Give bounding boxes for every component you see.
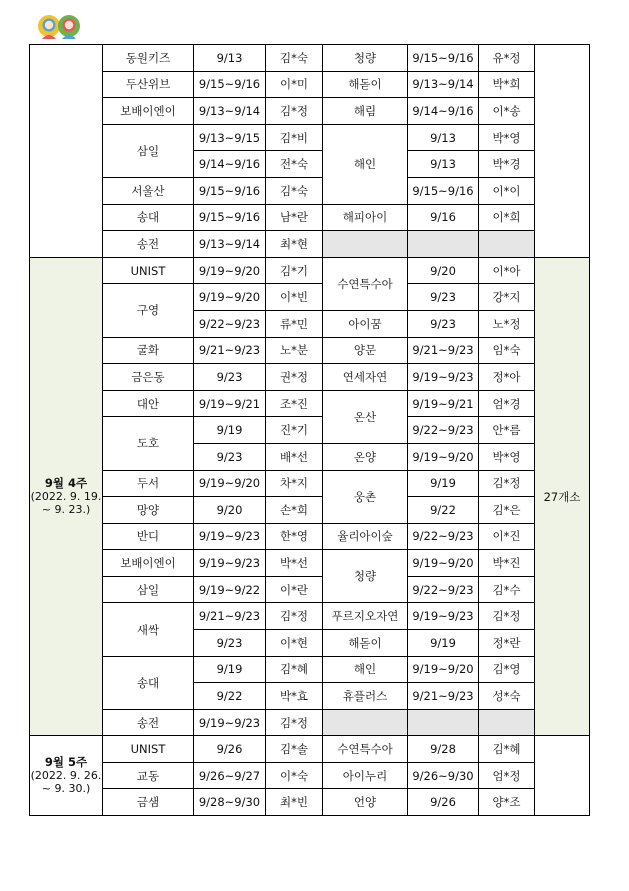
visit-date: 9/15~9/16 xyxy=(408,45,479,72)
visit-date: 9/19 xyxy=(194,417,266,444)
week-range-start: (2022. 9. 19. xyxy=(30,490,102,504)
staff-name: 이*숙 xyxy=(266,762,323,788)
table-row xyxy=(30,124,590,151)
visit-date: 9/19~9/23 xyxy=(194,550,266,577)
center-name: 굴화 xyxy=(103,337,194,364)
visit-date: 9/26 xyxy=(408,789,479,815)
staff-name: 김*숙 xyxy=(266,177,323,204)
visit-date: 9/21~9/23 xyxy=(408,337,479,364)
visit-date: 9/23 xyxy=(194,630,266,657)
staff-name: 이*아 xyxy=(479,257,535,284)
staff-name: 이*진 xyxy=(479,523,535,550)
visit-date: 9/19~9/20 xyxy=(408,550,479,577)
staff-name: 김*정 xyxy=(266,98,323,125)
visit-date: 9/21~9/23 xyxy=(194,337,266,364)
staff-name: 차*지 xyxy=(266,470,323,497)
center-name: 휴플러스 xyxy=(323,683,408,710)
staff-name: 박*진 xyxy=(479,550,535,577)
table-row xyxy=(30,204,590,231)
table-row xyxy=(30,736,590,762)
staff-name: 양*조 xyxy=(479,789,535,815)
staff-name: 권*정 xyxy=(266,364,323,391)
visit-date: 9/13 xyxy=(408,124,479,151)
staff-name: 이*현 xyxy=(266,630,323,657)
staff-name: 이*희 xyxy=(479,204,535,231)
center-name: 해돋이 xyxy=(323,71,408,98)
center-name: 해림 xyxy=(323,98,408,125)
visit-date: 9/13 xyxy=(408,151,479,178)
visit-date: 9/19~9/21 xyxy=(408,390,479,417)
staff-name: 이*이 xyxy=(479,177,535,204)
visit-date: 9/21~9/23 xyxy=(408,683,479,710)
staff-name: 김*수 xyxy=(479,576,535,603)
table-row xyxy=(30,98,590,125)
center-name: 율리아이숲 xyxy=(323,523,408,550)
empty-cell xyxy=(323,709,408,736)
visit-date: 9/23 xyxy=(408,310,479,337)
visit-date: 9/15~9/16 xyxy=(194,71,266,98)
center-name: 수연특수아 xyxy=(323,736,408,762)
center-name: 송대 xyxy=(103,204,194,231)
center-name: 서울산 xyxy=(103,177,194,204)
center-name: 해인 xyxy=(323,656,408,683)
center-name: 삼일 xyxy=(103,576,194,603)
visit-date: 9/22~9/23 xyxy=(408,523,479,550)
table-row xyxy=(30,497,590,524)
center-name: 두서 xyxy=(103,470,194,497)
staff-name: 임*숙 xyxy=(479,337,535,364)
empty-cell xyxy=(323,231,408,258)
visit-date: 9/22~9/23 xyxy=(194,310,266,337)
staff-name: 손*희 xyxy=(266,497,323,524)
visit-date: 9/15~9/16 xyxy=(194,204,266,231)
table-row xyxy=(30,656,590,683)
visit-date: 9/26~9/27 xyxy=(194,762,266,788)
visit-date: 9/14~9/16 xyxy=(194,151,266,178)
staff-name: 이*미 xyxy=(266,71,323,98)
table-row xyxy=(30,789,590,815)
week-range-start: (2022. 9. 26. xyxy=(30,769,102,783)
staff-name: 엄*경 xyxy=(479,390,535,417)
visit-date: 9/19 xyxy=(408,630,479,657)
visit-date: 9/13~9/14 xyxy=(408,71,479,98)
visit-date: 9/22 xyxy=(194,683,266,710)
staff-name: 김*혜 xyxy=(266,656,323,683)
staff-name: 이*빈 xyxy=(266,284,323,311)
staff-name: 김*정 xyxy=(266,709,323,736)
empty-cell xyxy=(408,231,479,258)
visit-date: 9/13~9/14 xyxy=(194,231,266,258)
center-name: 망양 xyxy=(103,497,194,524)
staff-name: 김*정 xyxy=(479,603,535,630)
staff-name: 강*지 xyxy=(479,284,535,311)
total-cell-w5 xyxy=(535,736,590,815)
table-row xyxy=(30,364,590,391)
staff-name: 김*솔 xyxy=(266,736,323,762)
center-name: 금샘 xyxy=(103,789,194,815)
staff-name: 남*란 xyxy=(266,204,323,231)
center-name: 동원키즈 xyxy=(103,45,194,72)
visit-date: 9/28 xyxy=(408,736,479,762)
visit-date: 9/19~9/20 xyxy=(194,470,266,497)
center-name: 해인 xyxy=(323,124,408,204)
empty-cell xyxy=(479,709,535,736)
week-label-w5 xyxy=(30,736,103,815)
staff-name: 안*름 xyxy=(479,417,535,444)
center-name: 웅촌 xyxy=(323,470,408,523)
staff-name: 김*숙 xyxy=(266,45,323,72)
center-name: 언양 xyxy=(323,789,408,815)
visit-date: 9/19~9/20 xyxy=(194,257,266,284)
center-name: 금은동 xyxy=(103,364,194,391)
staff-name: 박*영 xyxy=(479,124,535,151)
table-row xyxy=(30,257,590,284)
visit-date: 9/23 xyxy=(408,284,479,311)
table-row xyxy=(30,177,590,204)
staff-name: 성*숙 xyxy=(479,683,535,710)
center-name: 송전 xyxy=(103,709,194,736)
table-row xyxy=(30,470,590,497)
staff-name: 박*경 xyxy=(479,151,535,178)
table-row xyxy=(30,71,590,98)
visit-date: 9/13~9/14 xyxy=(194,98,266,125)
center-name: 아이꿈 xyxy=(323,310,408,337)
staff-name: 노*분 xyxy=(266,337,323,364)
staff-name: 박*희 xyxy=(479,71,535,98)
table-row xyxy=(30,337,590,364)
center-name: 새싹 xyxy=(103,603,194,656)
week-cell-prev xyxy=(30,45,103,258)
center-name: 보배이엔이 xyxy=(103,98,194,125)
daycare-schedule-table xyxy=(29,44,590,816)
staff-name: 최*빈 xyxy=(266,789,323,815)
center-name: UNIST xyxy=(103,257,194,284)
week-range-end: ~ 9. 30.) xyxy=(41,782,91,796)
visit-date: 9/13~9/15 xyxy=(194,124,266,151)
table-row xyxy=(30,390,590,417)
staff-name: 엄*정 xyxy=(479,762,535,788)
center-name: 수연특수아 xyxy=(323,257,408,310)
table-row xyxy=(30,709,590,736)
center-name: 송전 xyxy=(103,231,194,258)
total-count-w4: 27개소 xyxy=(535,257,590,736)
staff-name: 박*선 xyxy=(266,550,323,577)
visit-date: 9/15~9/16 xyxy=(194,177,266,204)
visit-date: 9/19~9/20 xyxy=(408,656,479,683)
staff-name: 김*혜 xyxy=(479,736,535,762)
visit-date: 9/15~9/16 xyxy=(408,177,479,204)
staff-name: 김*영 xyxy=(479,656,535,683)
staff-name: 이*송 xyxy=(479,98,535,125)
staff-name: 최*현 xyxy=(266,231,323,258)
center-name: 송대 xyxy=(103,656,194,709)
table-row xyxy=(30,762,590,788)
table-row xyxy=(30,231,590,258)
visit-date: 9/22 xyxy=(408,497,479,524)
center-name: 아이누리 xyxy=(323,762,408,788)
center-name: 두산위브 xyxy=(103,71,194,98)
staff-name: 박*영 xyxy=(479,443,535,470)
center-name: 대안 xyxy=(103,390,194,417)
visit-date: 9/19~9/23 xyxy=(408,603,479,630)
center-name: 온산 xyxy=(323,390,408,443)
visit-date: 9/19~9/20 xyxy=(194,284,266,311)
center-name: UNIST xyxy=(103,736,194,762)
center-name: 연세자연 xyxy=(323,364,408,391)
staff-name: 김*비 xyxy=(266,124,323,151)
center-name: 해피아이 xyxy=(323,204,408,231)
table-row xyxy=(30,550,590,577)
week-title: 9월 4주 xyxy=(44,476,88,491)
visit-date: 9/19~9/23 xyxy=(194,523,266,550)
visit-date: 9/23 xyxy=(194,443,266,470)
table-row xyxy=(30,417,590,444)
visit-date: 9/26 xyxy=(194,736,266,762)
center-name: 양문 xyxy=(323,337,408,364)
empty-cell xyxy=(479,231,535,258)
logo-two-people-icon xyxy=(36,14,82,40)
staff-name: 김*정 xyxy=(266,603,323,630)
total-cell-prev xyxy=(535,45,590,258)
week-label-w4 xyxy=(30,257,103,736)
visit-date: 9/26~9/30 xyxy=(408,762,479,788)
staff-name: 진*기 xyxy=(266,417,323,444)
staff-name: 정*아 xyxy=(479,364,535,391)
visit-date: 9/28~9/30 xyxy=(194,789,266,815)
staff-name: 한*영 xyxy=(266,523,323,550)
table-row xyxy=(30,284,590,311)
table-row xyxy=(30,576,590,603)
center-name: 해돋이 xyxy=(323,630,408,657)
visit-date: 9/19~9/20 xyxy=(408,443,479,470)
visit-date: 9/23 xyxy=(194,364,266,391)
staff-name: 류*민 xyxy=(266,310,323,337)
staff-name: 김*기 xyxy=(266,257,323,284)
visit-date: 9/19 xyxy=(408,470,479,497)
table-row xyxy=(30,523,590,550)
center-name: 교동 xyxy=(103,762,194,788)
visit-date: 9/14~9/16 xyxy=(408,98,479,125)
center-name: 청량 xyxy=(323,45,408,72)
visit-date: 9/16 xyxy=(408,204,479,231)
staff-name: 노*정 xyxy=(479,310,535,337)
staff-name: 박*효 xyxy=(266,683,323,710)
week-title: 9월 5주 xyxy=(44,755,88,770)
visit-date: 9/22~9/23 xyxy=(408,576,479,603)
empty-cell xyxy=(408,709,479,736)
staff-name: 전*숙 xyxy=(266,151,323,178)
visit-date: 9/19~9/21 xyxy=(194,390,266,417)
center-name: 삼일 xyxy=(103,124,194,177)
visit-date: 9/20 xyxy=(194,497,266,524)
visit-date: 9/13 xyxy=(194,45,266,72)
center-name: 청량 xyxy=(323,550,408,603)
center-name: 보배이엔이 xyxy=(103,550,194,577)
staff-name: 조*진 xyxy=(266,390,323,417)
staff-name: 김*은 xyxy=(479,497,535,524)
center-name: 도호 xyxy=(103,417,194,470)
center-name: 온양 xyxy=(323,443,408,470)
visit-date: 9/19~9/23 xyxy=(408,364,479,391)
center-name: 푸르지오자연 xyxy=(323,603,408,630)
center-name: 구영 xyxy=(103,284,194,337)
center-name: 반디 xyxy=(103,523,194,550)
visit-date: 9/19~9/22 xyxy=(194,576,266,603)
visit-date: 9/19 xyxy=(194,656,266,683)
staff-name: 유*정 xyxy=(479,45,535,72)
visit-date: 9/19~9/23 xyxy=(194,709,266,736)
week-range-end: ~ 9. 23.) xyxy=(41,503,91,517)
staff-name: 배*선 xyxy=(266,443,323,470)
visit-date: 9/20 xyxy=(408,257,479,284)
staff-name: 김*정 xyxy=(479,470,535,497)
table-row xyxy=(30,603,590,630)
staff-name: 이*란 xyxy=(266,576,323,603)
staff-name: 정*란 xyxy=(479,630,535,657)
visit-date: 9/22~9/23 xyxy=(408,417,479,444)
visit-date: 9/21~9/23 xyxy=(194,603,266,630)
table-row xyxy=(30,45,590,72)
